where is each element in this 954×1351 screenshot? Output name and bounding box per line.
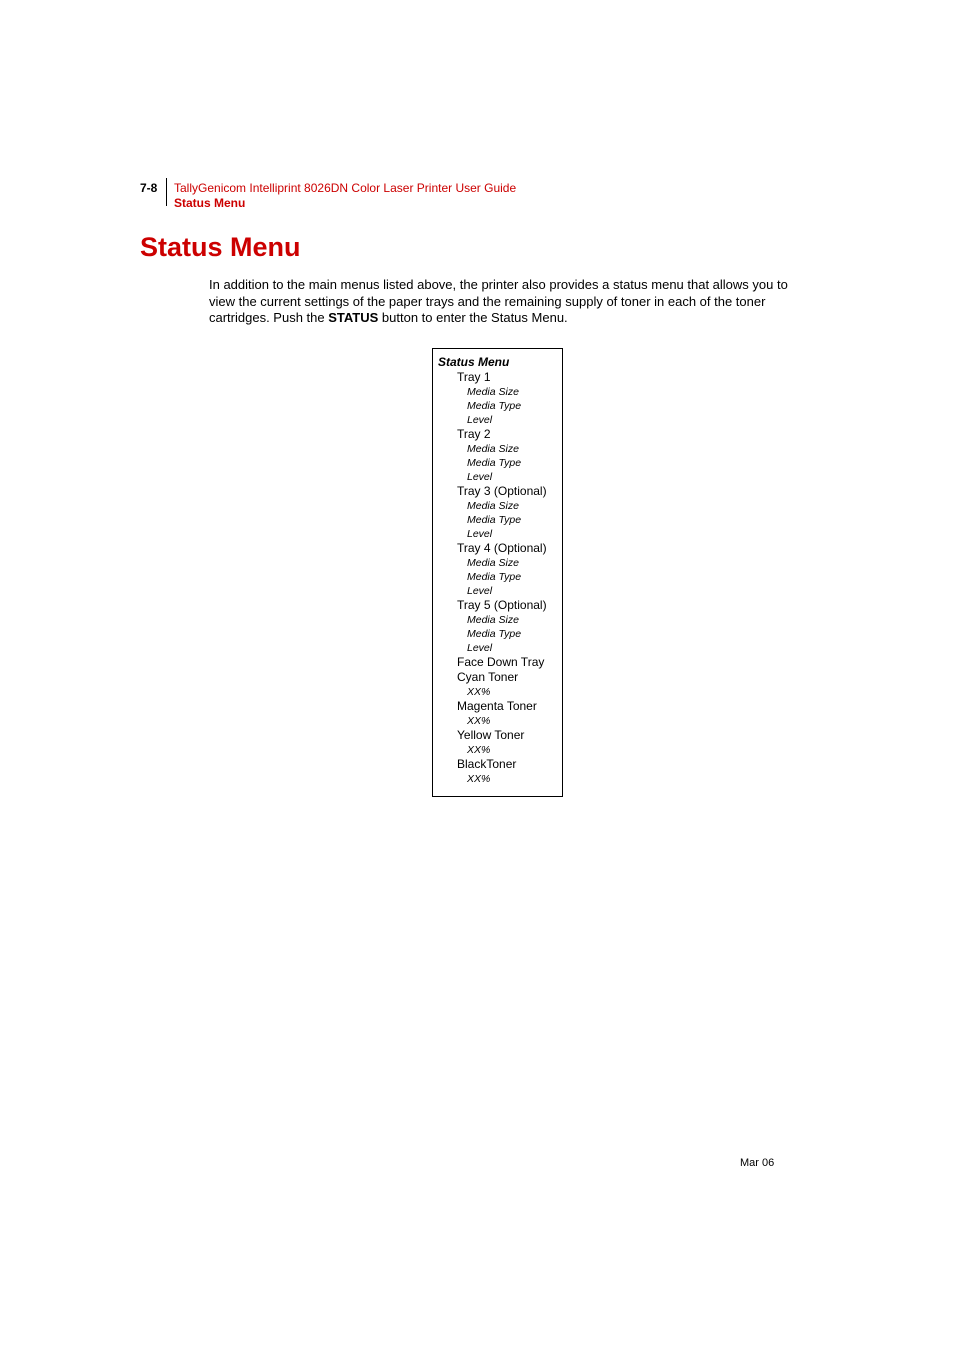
menu-item: Yellow Toner <box>457 728 525 742</box>
menu-tree-list <box>433 370 547 786</box>
page-number: 7-8 <box>140 181 158 195</box>
section-name: Status Menu <box>174 196 246 210</box>
menu-subitem: Level <box>467 528 493 540</box>
menu-subitem: Media Type <box>467 514 522 526</box>
menu-subitem: Media Size <box>467 557 519 569</box>
menu-subitem: XX% <box>467 744 491 756</box>
menu-subitem: XX% <box>467 773 491 785</box>
menu-subitem: Media Size <box>467 614 519 626</box>
status-menu-tree <box>432 348 563 797</box>
menu-item: Face Down Tray <box>457 655 545 669</box>
footer-date: Mar 06 <box>740 1157 775 1169</box>
menu-subitem: Level <box>467 642 493 654</box>
menu-subitem: Media Type <box>467 400 522 412</box>
menu-subitem: Level <box>467 585 493 597</box>
menu-subitem: Media Type <box>467 571 522 583</box>
menu-subitem: Media Size <box>467 386 519 398</box>
menu-item: Magenta Toner <box>457 699 537 713</box>
intro-text-start: In addition to the main menus listed above, the printer also provides a status menu that allows you to view the current settings of the paper trays and the remaining supply of toner in each of the toner cartridges. Push the <box>209 277 788 325</box>
header-divider <box>166 178 167 206</box>
status-button-name: STATUS <box>328 310 379 325</box>
header-text <box>174 181 516 211</box>
menu-item: Cyan Toner <box>457 670 519 684</box>
menu-subitem: Level <box>467 471 493 483</box>
menu-subitem: Level <box>467 414 493 426</box>
menu-subitem: XX% <box>467 715 491 727</box>
menu-item: Tray 4 (Optional) <box>457 541 547 555</box>
menu-subitem: XX% <box>467 686 491 698</box>
menu-item: Tray 3 (Optional) <box>457 484 547 498</box>
menu-item: Tray 1 <box>457 370 491 384</box>
menu-subitem: Media Type <box>467 628 522 640</box>
menu-item: BlackToner <box>457 757 517 771</box>
menu-tree-title: Status Menu <box>438 355 510 369</box>
menu-item: Tray 2 <box>457 427 491 441</box>
intro-paragraph <box>209 277 789 327</box>
menu-item: Tray 5 (Optional) <box>457 598 547 612</box>
intro-text-end: button to enter the Status Menu. <box>378 310 568 325</box>
menu-subitem: Media Type <box>467 457 522 469</box>
menu-subitem: Media Size <box>467 443 519 455</box>
menu-subitem: Media Size <box>467 500 519 512</box>
book-title: TallyGenicom Intelliprint 8026DN Color Laser Printer User Guide <box>174 181 517 195</box>
page-title: Status Menu <box>140 232 301 262</box>
